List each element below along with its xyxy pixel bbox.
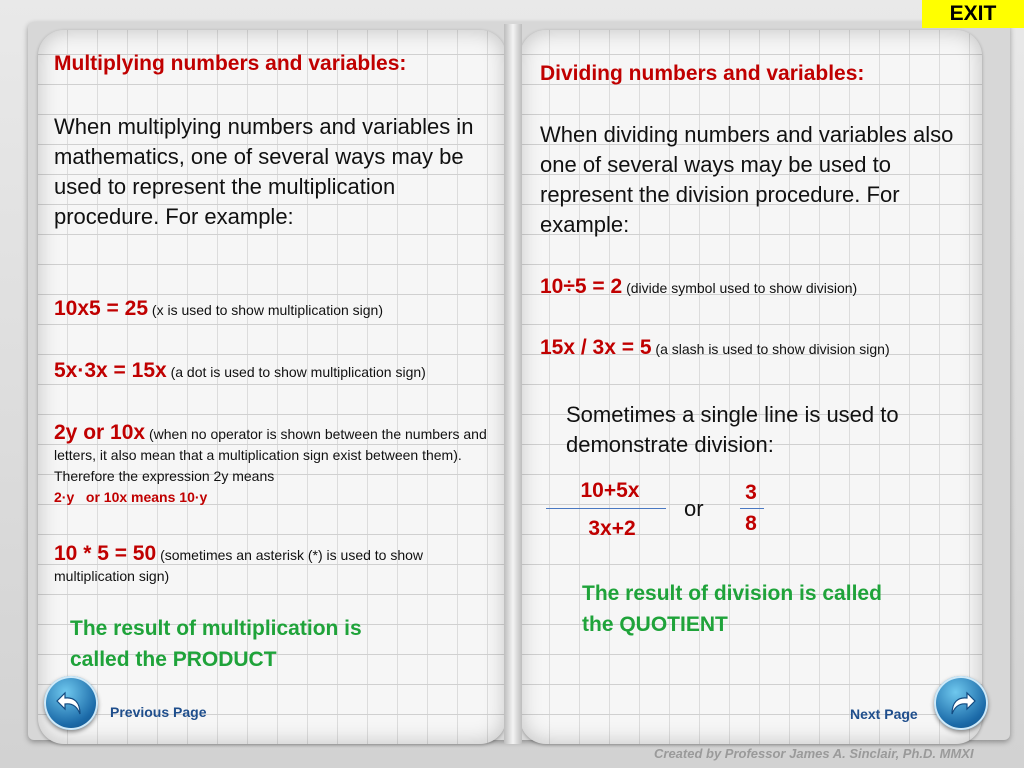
previous-page-link[interactable]: Previous Page — [110, 704, 207, 720]
next-page-button[interactable] — [934, 676, 988, 730]
or-text: or — [684, 496, 704, 521]
mult-example-4 — [54, 543, 474, 587]
dividing-intro: When dividing numbers and variables also one of several ways may be used to represent the division procedure. For example: — [540, 122, 954, 237]
fraction1-numerator: 10+5x — [580, 479, 640, 502]
mult-example-3-emphasis: 2·y or 10x means 10·y — [54, 489, 208, 505]
fraction2-line — [740, 508, 764, 509]
dividing-heading: Dividing numbers and variables: — [540, 62, 865, 85]
book-spine — [504, 24, 522, 744]
exit-button[interactable]: EXIT — [922, 0, 1024, 28]
mult-example-2 — [54, 360, 494, 383]
div-example-2-expr: 15x / 3x = 5 — [540, 336, 652, 359]
mult-example-4-note: (sometimes an asterisk (*) is used to show multiplication sign) — [54, 547, 424, 584]
next-page-link[interactable]: Next Page — [850, 706, 918, 722]
mult-example-1 — [54, 298, 494, 321]
div-example-1-note: (divide symbol used to show division) — [626, 280, 858, 296]
fraction2-numerator: 3 — [745, 481, 757, 504]
mult-example-3 — [54, 422, 494, 508]
mult-example-3-expr: 2y or 10x — [54, 421, 146, 444]
multiplying-heading: Multiplying numbers and variables: — [54, 52, 407, 75]
mult-example-4-expr: 10 * 5 = 50 — [54, 542, 157, 565]
div-example-1-expr: 10÷5 = 2 — [540, 275, 623, 298]
fraction2-denominator: 8 — [745, 512, 757, 535]
div-example-2 — [540, 337, 970, 360]
div-example-2-note: (a slash is used to show division sign) — [655, 341, 890, 357]
previous-page-button[interactable] — [44, 676, 98, 730]
division-result: The result of division is called the QUOTIENT — [582, 582, 882, 636]
mult-example-1-expr: 10x5 = 25 — [54, 297, 149, 320]
multiplying-intro: When multiplying numbers and variables in mathematics, one of several ways may be used to represent the multiplication procedure. For example: — [54, 114, 474, 229]
mult-example-2-expr: 5x·3x = 15x — [54, 359, 167, 382]
back-arrow-icon — [53, 685, 89, 721]
single-line-text: Sometimes a single line is used to demonstrate division: — [566, 402, 899, 457]
credit-text: Created by Professor James A. Sinclair, Ph.D. MMXI — [654, 746, 974, 761]
mult-example-3-note: (when no operator is shown between the numbers and letters, it also mean that a multiplication sign exist between them). Therefore the expression 2y means — [54, 426, 487, 484]
mult-example-2-note: (a dot is used to show multiplication sign) — [170, 364, 426, 380]
mult-example-1-note: (x is used to show multiplication sign) — [151, 302, 384, 318]
multiplication-result: The result of multiplication is called the PRODUCT — [70, 617, 362, 671]
forward-arrow-icon — [943, 685, 979, 721]
fraction1-denominator: 3x+2 — [588, 517, 636, 540]
div-example-1 — [540, 276, 970, 299]
fraction1-line — [546, 508, 666, 509]
